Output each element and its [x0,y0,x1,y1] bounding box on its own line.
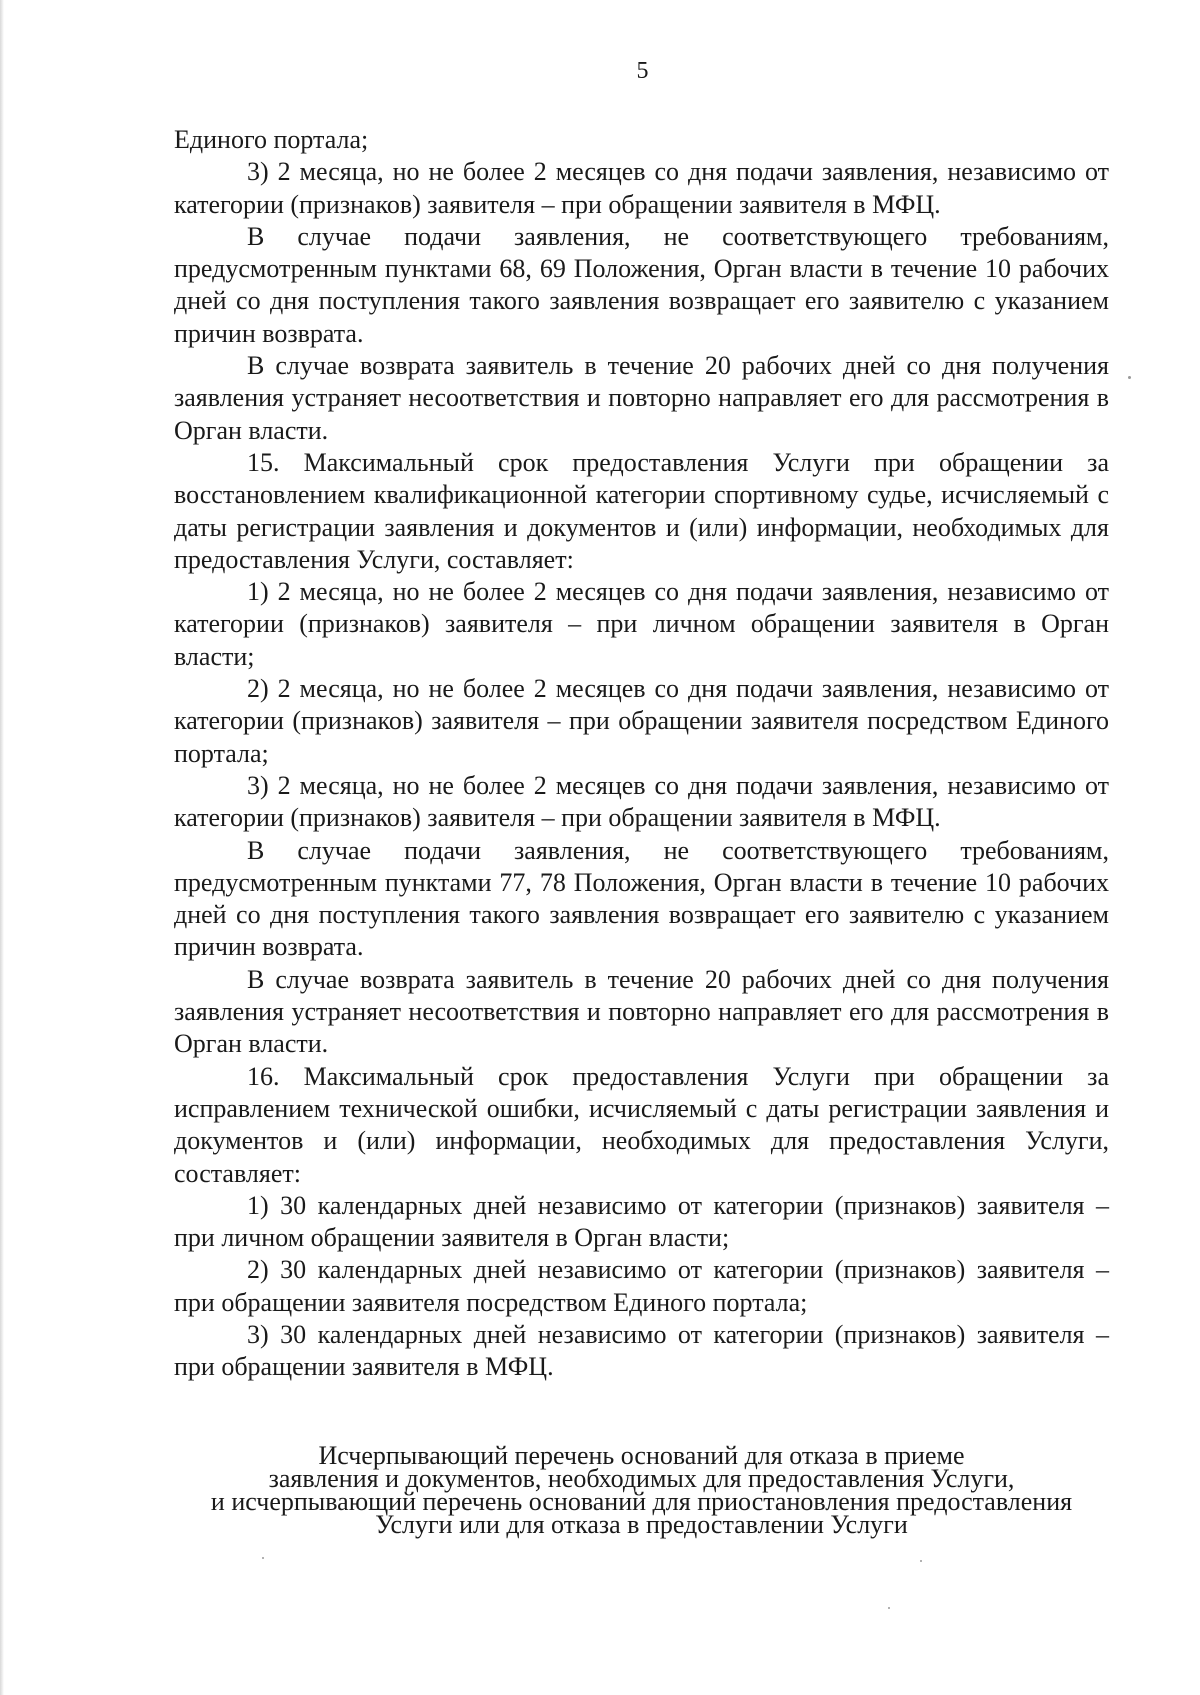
document-body [174,124,1109,1384]
scan-edge-shadow [0,0,4,1695]
section-heading-line: Услуги или для отказа в предоставлении Услуги [375,1510,908,1539]
paragraph: В случае возврата заявитель в течение 20 рабочих дней со дня получения заявления устраняет несоответствия и повторно направляет его для рассмотрения в Орган власти. [174,964,1109,1059]
section-heading [174,1441,1109,1539]
page-number: 5 [636,58,649,84]
paragraph: 1) 2 месяца, но не более 2 месяцев со дня подачи заявления, независимо от категории (признаков) заявителя – при личном обращении заявителя в Орган власти; [174,577,1109,671]
paragraph: 1) 30 календарных дней независимо от категории (признаков) заявителя – при личном обращении заявителя в Орган власти; [174,1190,1109,1253]
paragraph: В случае подачи заявления, не соответствующего требованиям, предусмотренным пунктами 77, 78 Положения, Орган власти в течение 10 рабочих дней со дня поступления такого заявления возвращает его заявителю с указанием причин возврата. [174,835,1109,962]
paragraph: 2) 2 месяца, но не более 2 месяцев со дня подачи заявления, независимо от категории (признаков) заявителя – при обращении заявителя посредством Единого портала; [174,674,1109,768]
section-heading-line: заявления и документов, необходимых для предоставления Услуги, [268,1464,1015,1493]
paragraph: 15. Максимальный срок предоставления Услуги при обращении за восстановлением квалификационной категории спортивному судье, исчисляемый с даты регистрации заявления и документов и (или) информации, необходимых для предоставления Услуги, составляет: [174,447,1109,574]
scan-speck [920,1560,922,1562]
section-heading-line: Исчерпывающий перечень оснований для отказа в приеме [318,1441,965,1470]
paragraph: 16. Максимальный срок предоставления Услуги при обращении за исправлением технической ошибки, исчисляемый с даты регистрации заявления и документов и (или) информации, необходимых для предоставления Услуги, составляет: [174,1061,1109,1188]
paragraph: В случае подачи заявления, не соответствующего требованиям, предусмотренным пунктами 68, 69 Положения, Орган власти в течение 10 рабочих дней со дня поступления такого заявления возвращает его заявителю с указанием причин возврата. [174,221,1109,348]
scan-speck [888,1607,890,1609]
paragraph: 3) 30 календарных дней независимо от категории (признаков) заявителя – при обращении заявителя в МФЦ. [174,1319,1109,1382]
section-heading-line: и исчерпывающий перечень оснований для приостановления предоставления [210,1487,1073,1516]
paragraph: 3) 2 месяца, но не более 2 месяцев со дня подачи заявления, независимо от категории (признаков) заявителя – при обращении заявителя в МФЦ. [174,770,1109,833]
paragraph: Единого портала; [174,125,369,154]
paragraph: 2) 30 календарных дней независимо от категории (признаков) заявителя – при обращении заявителя посредством Единого портала; [174,1255,1109,1317]
paragraph: 3) 2 месяца, но не более 2 месяцев со дня подачи заявления, независимо от категории (признаков) заявителя – при обращении заявителя в МФЦ. [174,157,1109,219]
scan-speck [1128,376,1131,379]
paragraph: В случае возврата заявитель в течение 20 рабочих дней со дня получения заявления устраняет несоответствия и повторно направляет его для рассмотрения в Орган власти. [174,351,1109,445]
scan-speck [262,1557,264,1559]
